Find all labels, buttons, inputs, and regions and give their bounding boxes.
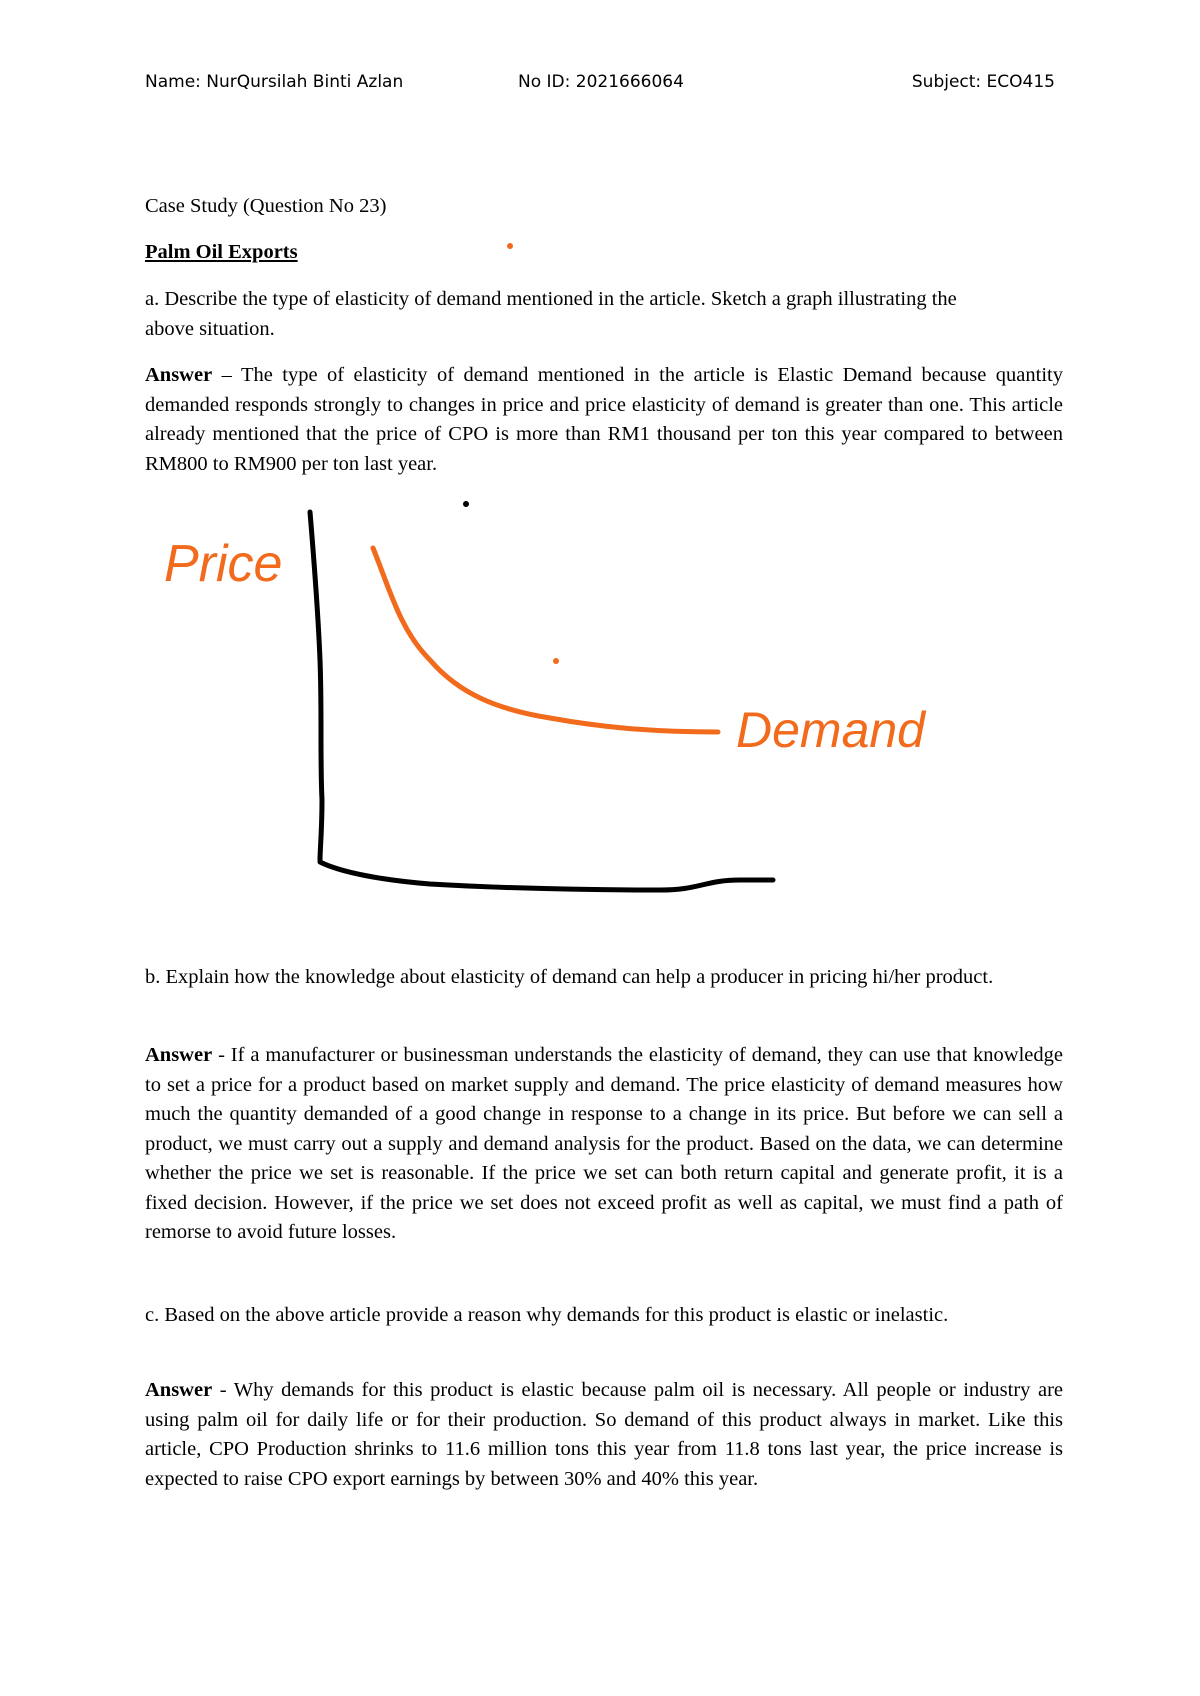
ink-dot bbox=[463, 501, 469, 507]
case-study-label: Case Study (Question No 23) bbox=[145, 195, 387, 217]
answer-a-text: – The type of elasticity of demand mentioned in the article is Elastic Demand because quantity demanded responds strongly to changes in price and price elasticity of demand is greater than one. This article already mentioned that the price of CPO is more than RM1 thousand per ton this year compared to between RM800 to RM900 per ton last year. bbox=[145, 364, 1063, 475]
demand-curve-group bbox=[373, 548, 718, 732]
document-title: Palm Oil Exports bbox=[145, 241, 298, 263]
x-axis bbox=[320, 862, 773, 890]
price-axis-label: Price bbox=[164, 535, 283, 593]
y-axis bbox=[310, 512, 322, 860]
answer-b-lead: Answer bbox=[145, 1044, 213, 1066]
ink-dot bbox=[553, 658, 559, 664]
demand-curve-label: Demand bbox=[736, 702, 925, 758]
answer-c-lead: Answer bbox=[145, 1379, 213, 1401]
ink-dot bbox=[507, 243, 513, 249]
question-c-text: c. Based on the above article provide a reason why demands for this product is elastic or inelastic. bbox=[145, 1304, 949, 1326]
answer-a-lead: Answer bbox=[145, 364, 213, 386]
question-b bbox=[145, 963, 1015, 993]
question-a-text: a. Describe the type of elasticity of demand mentioned in the article. Sketch a graph illustrating the above situation. bbox=[145, 288, 957, 340]
student-id: No ID: 2021666064 bbox=[518, 72, 684, 92]
question-b-text: b. Explain how the knowledge about elasticity of demand can help a producer in pricing hi/her product. bbox=[145, 966, 994, 988]
question-c bbox=[145, 1301, 1063, 1331]
subject-code: Subject: ECO415 bbox=[911, 72, 1055, 92]
demand-curve bbox=[373, 548, 718, 732]
answer-c-text: - Why demands for this product is elastic because palm oil is necessary. All people or industry are using palm oil for daily life or for their production. So demand of this product always in market. Like this article, CPO Production shrinks to 11.6 million tons this year from 11.8 tons last year, the price increase is expected to raise CPO export earnings by between 30% and 40% this year. bbox=[145, 1379, 1063, 1490]
student-name: Name: NurQursilah Binti Azlan bbox=[145, 72, 404, 92]
answer-c bbox=[145, 1376, 1063, 1494]
answer-b-text: - If a manufacturer or businessman understands the elasticity of demand, they can use that knowledge to set a price for a product based on market supply and demand. The price elasticity of demand measures how much the quantity demanded of a good change in response to a change in its price. But before we can sell a product, we must carry out a supply and demand analysis for the product. Based on the data, we can determine whether the price we set is reasonable. If the price we set can both return capital and generate profit, it is a fixed decision. However, if the price we set does not exceed profit as well as capital, we must find a path of remorse to avoid future losses. bbox=[145, 1044, 1063, 1243]
answer-b bbox=[145, 1041, 1063, 1248]
